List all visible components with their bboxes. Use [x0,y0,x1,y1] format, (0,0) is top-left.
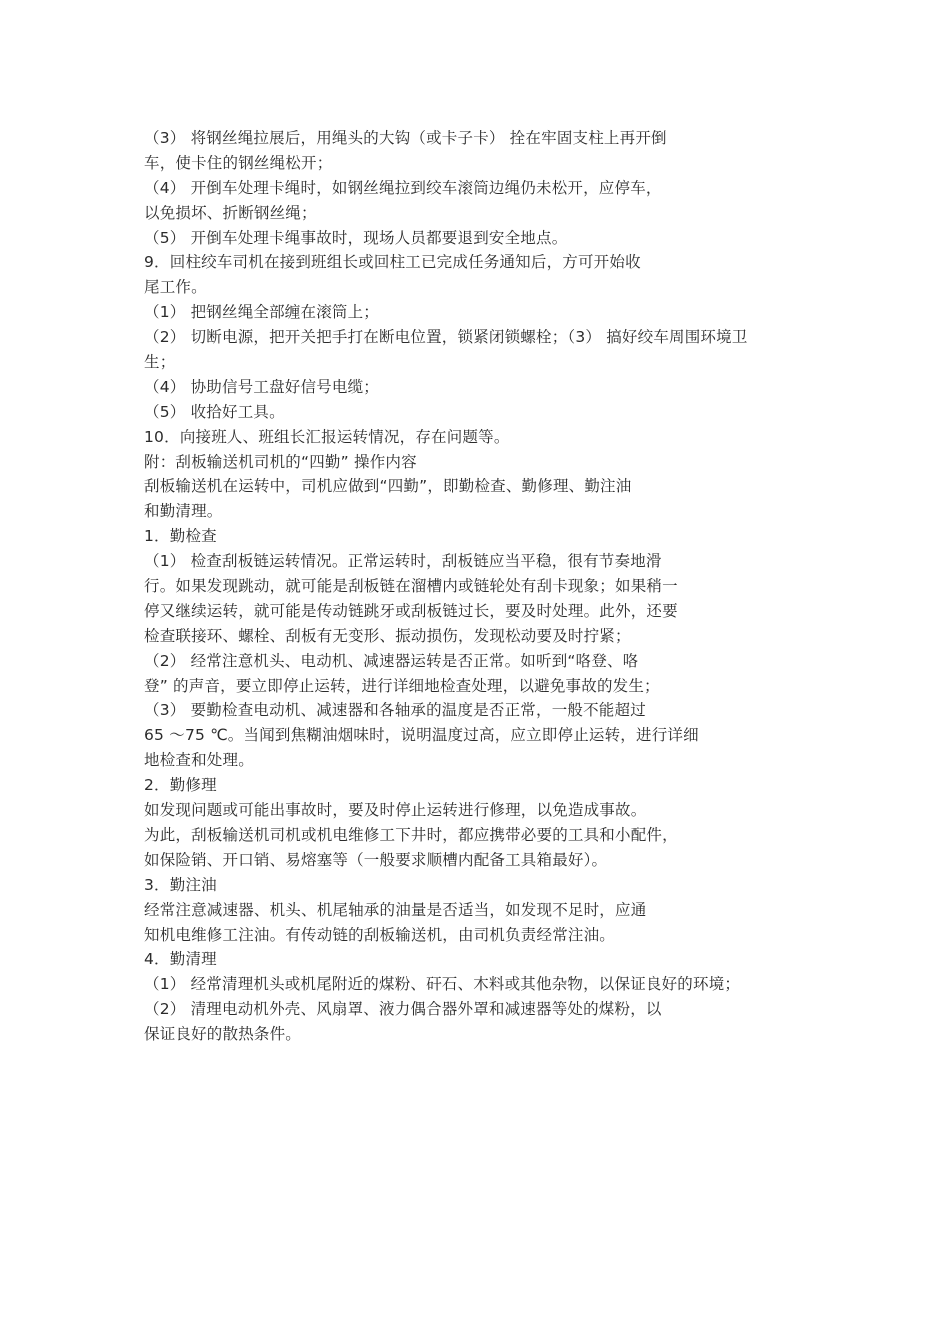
document-page [144,126,864,1047]
text-line: 1．勤检查 [144,527,217,546]
text-line: 尾工作。 [144,278,207,297]
text-line: 3．勤注油 [144,875,217,894]
text-line: 附：刮板输送机司机的“四勤” 操作内容 [144,452,417,471]
text-line: 以免损坏、折断钢丝绳； [144,203,317,222]
text-line: 9．回柱绞车司机在接到班组长或回柱工已完成任务通知后，方可开始收 [144,253,641,272]
text-line: （2） 切断电源，把开关把手打在断电位置，锁紧闭锁螺栓；（3） 搞好绞车周围环境卫 [144,328,748,347]
text-line: 停又继续运转，就可能是传动链跳牙或刮板链过长，要及时处理。此外，还要 [144,601,678,620]
text-line: 生； [144,353,176,372]
text-line: 10．向接班人、班组长汇报运转情况，存在问题等。 [144,427,510,446]
text-line: 行。如果发现跳动，就可能是刮板链在溜槽内或链轮处有刮卡现象；如果稍一 [144,577,678,596]
text-line: 和勤清理。 [144,502,223,521]
text-line: 65 ～75 ℃。当闻到焦糊油烟味时，说明温度过高，应立即停止运转，进行详细 [144,726,699,745]
text-line: 4．勤清理 [144,950,217,969]
text-line: 登” 的声音，要立即停止运转，进行详细地检查处理，以避免事故的发生； [144,676,660,695]
text-line: 经常注意减速器、机头、机尾轴承的油量是否适当，如发现不足时，应通 [144,900,647,919]
text-line: （4） 协助信号工盘好信号电缆； [144,377,379,396]
text-line: 为此，刮板输送机司机或机电维修工下井时，都应携带必要的工具和小配件， [144,825,678,844]
text-line: （5） 收拾好工具。 [144,402,285,421]
text-line: 刮板输送机在运转中，司机应做到“四勤”，即勤检查、勤修理、勤注油 [144,477,632,496]
text-line: （1） 检查刮板链运转情况。正常运转时，刮板链应当平稳，很有节奏地滑 [144,552,662,571]
text-line: 如发现问题或可能出事故时，要及时停止运转进行修理，以免造成事故。 [144,801,647,820]
text-line: 地检查和处理。 [144,751,254,770]
text-line: （2） 清理电动机外壳、风扇罩、液力偶合器外罩和减速器等处的煤粉，以 [144,1000,662,1019]
text-line: （4） 开倒车处理卡绳时，如钢丝绳拉到绞车滚筒边绳仍未松开，应停车， [144,178,662,197]
text-line: （3） 要勤检查电动机、减速器和各轴承的温度是否正常，一般不能超过 [144,701,646,720]
text-line: （1） 经常清理机头或机尾附近的煤粉、矸石、木料或其他杂物，以保证良好的环境； [144,975,741,994]
text-line: 保证良好的散热条件。 [144,1025,302,1044]
text-line: （2） 经常注意机头、电动机、减速器运转是否正常。如听到“咯登、咯 [144,651,639,670]
text-line: （1） 把钢丝绳全部缠在滚筒上； [144,303,379,322]
text-line: 知机电维修工注油。有传动链的刮板输送机，由司机负责经常注油。 [144,925,616,944]
text-line: （5） 开倒车处理卡绳事故时，现场人员都要退到安全地点。 [144,228,568,247]
text-line: 如保险销、开口销、易熔塞等（一般要求顺槽内配备工具箱最好）。 [144,850,608,869]
text-line: （3） 将钢丝绳拉展后，用绳头的大钩（或卡子卡） 拴在牢固支柱上再开倒 [144,129,667,147]
text-line: 车，使卡住的钢丝绳松开； [144,153,333,172]
text-line: 检查联接环、螺栓、刮板有无变形、振动损伤，发现松动要及时拧紧； [144,626,631,645]
text-line: 2．勤修理 [144,776,217,795]
